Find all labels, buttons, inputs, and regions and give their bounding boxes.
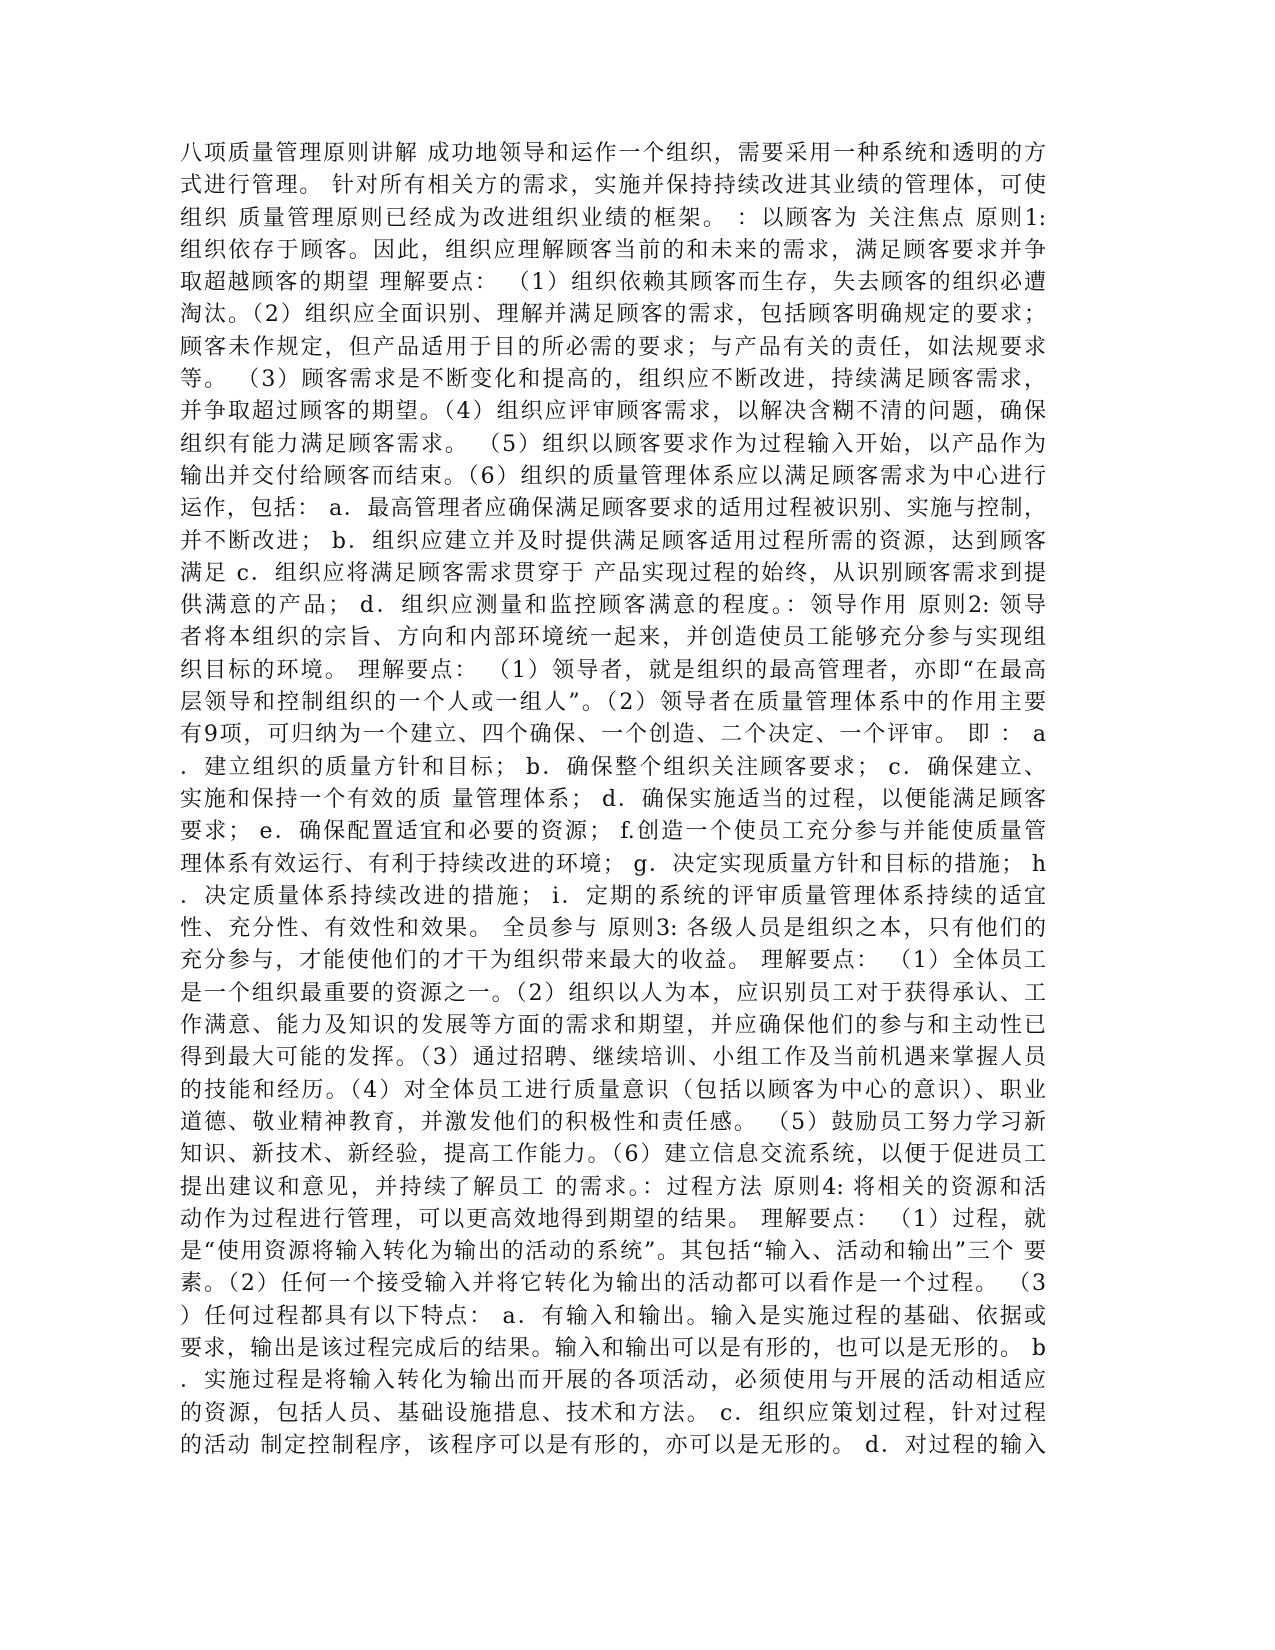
text-line: 理体系有效运行、有利于持续改进的环境； g．决定实现质量方针和目标的措施； h: [180, 851, 1046, 877]
text-line: 八项质量管理原则讲解 成功地领导和运作一个组织，需要采用一种系统和透明的方: [180, 141, 1046, 166]
text-line: ．建立组织的质量方针和目标； b．确保整个组织关注顾客要求； c．确保建立、: [180, 754, 1046, 780]
text-line: ．决定质量体系持续改进的措施； i．定期的系统的评审质量管理体系持续的适宜: [180, 883, 1046, 909]
text-line: 的活动 制定控制程序，该程序可以是有形的，亦可以是无形的。 d．对过程的输入: [180, 1432, 1046, 1458]
text-line: 的资源，包括人员、基础设施措息、技术和方法。 c．组织应策划过程，针对过程: [180, 1400, 1046, 1426]
text-line: 有9项，可归纳为一个建立、四个确保、一个创造、二个决定、一个评审。 即 ： a: [180, 722, 1046, 748]
text-line: 得到最大可能的发挥。（3）通过招聘、继续培训、小组工作及当前机遇来掌握人员: [180, 1045, 1046, 1071]
text-line: 实施和保持一个有效的质 量管理体系； d．确保实施适当的过程，以便能满足顾客: [180, 786, 1046, 812]
text-line: 组织依存于顾客。因此，组织应理解顾客当前的和未来的需求，满足顾客要求并争: [180, 237, 1046, 263]
text-line: 并不断改进； b．组织应建立并及时提供满足顾客适用过程所需的资源，达到顾客: [180, 528, 1046, 554]
text-line: 知识、新技术、新经验，提高工作能力。（6）建立信息交流系统，以便于促进员工: [180, 1142, 1046, 1168]
text-line: 的技能和经历。（4）对全体员工进行质量意识（包括以顾客为中心的意识）、职业: [180, 1077, 1046, 1103]
text-line: 等。 （3）顾客需求是不断变化和提高的，组织应不断改进，持续满足顾客需求，: [180, 367, 1046, 393]
text-line: 动作为过程进行管理，可以更高效地得到期望的结果。 理解要点： （1）过程，就: [180, 1206, 1046, 1232]
text-line: 素。（2）任何一个接受输入并将它转化为输出的活动都可以看作是一个过程。 （3: [180, 1271, 1046, 1297]
text-line: 是“使用资源将输入转化为输出的活动的系统”。其包括“输入、活动和输出”三个 要: [180, 1239, 1046, 1265]
text-line: 满足 c．组织应将满足顾客需求贯穿于 产品实现过程的始终，从识别顾客需求到提: [180, 560, 1046, 586]
text-line: 取超越顾客的期望 理解要点： （1）组织依赖其顾客而生存，失去顾客的组织必遭: [180, 270, 1046, 296]
text-line: 是一个组织最重要的资源之一。（2）组织以人为本，应识别员工对于获得承认、工: [180, 980, 1046, 1006]
text-line: 织目标的环境。 理解要点： （1）领导者，就是组织的最高管理者，亦即“在最高: [180, 657, 1046, 683]
document-page: [180, 138, 1046, 1458]
text-line: 供满意的产品； d．组织应测量和监控顾客满意的程度。：领导作用 原则2: 领导: [180, 593, 1046, 619]
text-line: 式进行管理。 针对所有相关方的需求，实施并保持持续改进其业绩的管理体，可使: [180, 173, 1046, 199]
text-line: 层领导和控制组织的一个人或一组人”。（2）领导者在质量管理体系中的作用主要: [180, 690, 1046, 716]
text-line: 性、充分性、有效性和效果。 全员参与 原则3: 各级人员是组织之本，只有他们的: [180, 916, 1046, 942]
text-line: 运作，包括： a．最高管理者应确保满足顾客要求的适用过程被识别、实施与控制，: [180, 496, 1046, 522]
text-line: 并争取超过顾客的期望。（4）组织应评审顾客需求，以解决含糊不清的问题，确保: [180, 399, 1046, 425]
text-line: 淘汰。（2）组织应全面识别、理解并满足顾客的需求，包括顾客明确规定的要求；: [180, 302, 1046, 328]
text-line: 作满意、能力及知识的发展等方面的需求和期望，并应确保他们的参与和主动性已: [180, 1013, 1046, 1039]
text-line: 要求； e．确保配置适宜和必要的资源； f.创造一个使员工充分参与并能使质量管: [180, 819, 1046, 845]
text-line: 要求，输出是该过程完成后的结果。输入和输出可以是有形的，也可以是无形的。 b: [180, 1335, 1046, 1361]
text-line: 组织 质量管理原则已经成为改进组织业绩的框架。 ：以顾客为 关注焦点 原则1:: [180, 205, 1046, 231]
text-line: 组织有能力满足顾客需求。 （5）组织以顾客要求作为过程输入开始，以产品作为: [180, 431, 1046, 457]
text-line: 输出并交付给顾客而结束。（6）组织的质量管理体系应以满足顾客需求为中心进行: [180, 463, 1046, 489]
text-line: 者将本组织的宗旨、方向和内部环境统一起来，并创造使员工能够充分参与实现组: [180, 625, 1046, 651]
text-line: ）任何过程都具有以下特点： a．有输入和输出。输入是实施过程的基础、依据或: [180, 1303, 1046, 1329]
text-line: ．实施过程是将输入转化为输出而开展的各项活动，必须使用与开展的活动相适应: [180, 1368, 1046, 1394]
text-line: 提出建议和意见，并持续了解员工 的需求。：过程方法 原则4: 将相关的资源和活: [180, 1174, 1046, 1200]
text-line: 充分参与，才能使他们的才干为组织带来最大的收益。 理解要点： （1）全体员工: [180, 948, 1046, 974]
text-line: 道德、敬业精神教育，并激发他们的积极性和责任感。 （5）鼓励员工努力学习新: [180, 1109, 1046, 1135]
text-line: 顾客未作规定，但产品适用于目的所必需的要求；与产品有关的责任，如法规要求: [180, 334, 1046, 360]
